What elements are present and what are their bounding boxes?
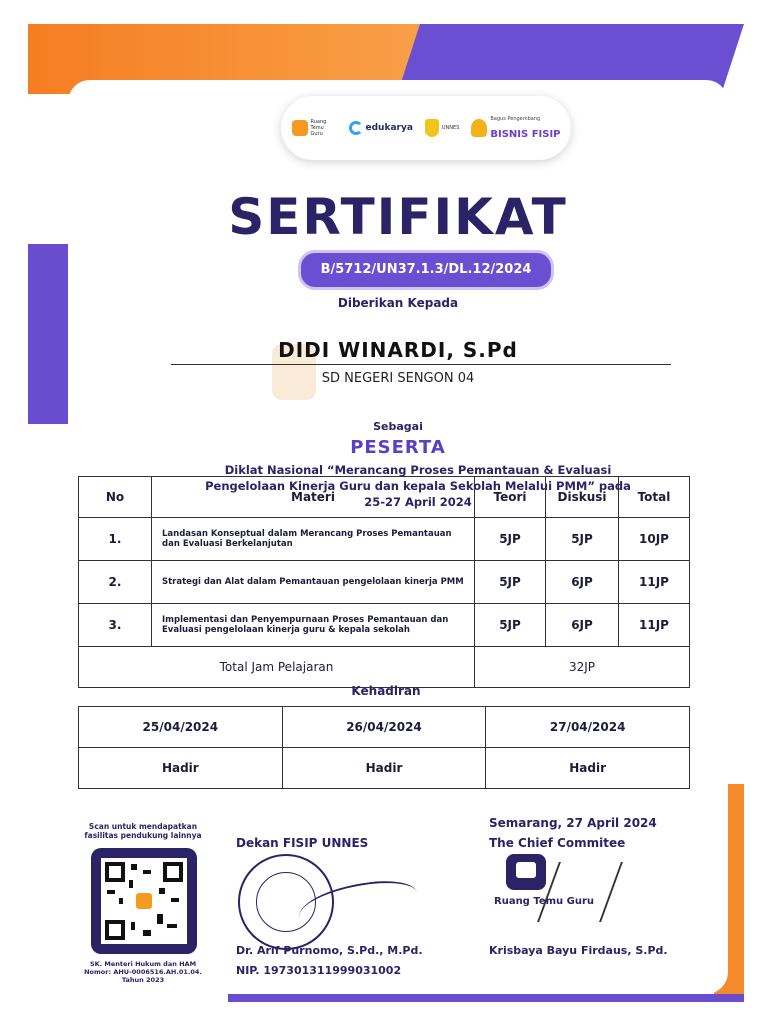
as-label: Sebagai (373, 420, 423, 433)
header-no: No (79, 477, 152, 518)
total-label: Total Jam Pelajaran (79, 647, 475, 688)
purple-band-bottom (228, 994, 744, 1002)
materi-table (78, 476, 690, 688)
attendance-date: 26/04/2024 (282, 707, 486, 748)
attendance-status: Hadir (486, 748, 690, 789)
row-diskusi: 6JP (546, 561, 619, 604)
header-total: Total (619, 477, 690, 518)
row-total: 10JP (619, 518, 690, 561)
certificate-title: SERTIFIKAT (228, 188, 568, 246)
table-row (79, 604, 690, 647)
qr-code[interactable] (91, 848, 197, 954)
dean-name: Dr. Arif Purnomo, S.Pd., M.Pd. (236, 944, 423, 957)
attendance-dates-row (79, 707, 690, 748)
table-header-row (79, 477, 690, 518)
unnes-logo: UNNES (425, 119, 459, 137)
unnes-emblem-icon (425, 119, 439, 137)
name-underline (171, 364, 671, 365)
row-total: 11JP (619, 604, 690, 647)
edukarya-logo: edukarya (349, 121, 413, 135)
header-diskusi: Diskusi (546, 477, 619, 518)
row-no: 2. (79, 561, 152, 604)
header-materi: Materi (152, 477, 475, 518)
certificate-number: B/5712/UN37.1.3/DL.12/2024 (298, 250, 554, 290)
dean-label: Dekan FISIP UNNES (236, 836, 369, 850)
bisnis-fisip-icon (471, 119, 487, 137)
table-total-row (79, 647, 690, 688)
row-total: 11JP (619, 561, 690, 604)
description-line: Pengelolaan Kinerja Guru dan kepala Sekolah Melalui PMM” pada (205, 479, 631, 493)
recipient-school: SD NEGERI SENGON 04 (321, 371, 475, 386)
place-date: Semarang, 27 April 2024 (489, 816, 657, 830)
description-line: 25-27 April 2024 (364, 495, 472, 509)
bisnis-fisip-logo: Bagus Pengembang BISNIS FISIP (471, 116, 560, 141)
chief-name: Krisbaya Bayu Firdaus, S.Pd. (489, 944, 668, 957)
total-value: 32JP (475, 647, 690, 688)
row-teori: 5JP (475, 561, 546, 604)
attendance-status-row (79, 748, 690, 789)
row-no: 1. (79, 518, 152, 561)
recipient-name: DIDI WINARDI, S.Pd (278, 338, 518, 362)
row-diskusi: 6JP (546, 604, 619, 647)
attendance-table (78, 706, 690, 789)
attendance-status: Hadir (79, 748, 283, 789)
qr-pattern-icon (101, 858, 187, 944)
row-teori: 5JP (475, 518, 546, 561)
description-line: Diklat Nasional “Merancang Proses Pemantauan & Evaluasi (224, 463, 612, 477)
purple-band-left (28, 244, 68, 424)
edukarya-icon (349, 121, 363, 135)
row-teori: 5JP (475, 604, 546, 647)
row-no: 3. (79, 604, 152, 647)
table-row (79, 518, 690, 561)
ruang-temu-guru-icon (292, 120, 308, 136)
attendance-date: 25/04/2024 (79, 707, 283, 748)
row-materi: Strategi dan Alat dalam Pemantauan pengelolaan kinerja PMM (152, 561, 475, 604)
attendance-status: Hadir (282, 748, 486, 789)
row-diskusi: 5JP (546, 518, 619, 561)
row-materi: Landasan Konseptual dalam Merancang Proses Pemantauan dan Evaluasi Berkelanjutan (152, 518, 475, 561)
sk-note: SK. Menteri Hukum dan HAM Nomor: AHU-0006516.AH.01.04. Tahun 2023 (84, 960, 202, 984)
ruang-temu-guru-logo: Ruang Temu Guru (292, 119, 337, 137)
ruang-temu-guru-stamp-icon (506, 854, 554, 896)
attendance-date: 27/04/2024 (486, 707, 690, 748)
ruang-temu-guru-icon (136, 893, 152, 909)
qr-caption: Scan untuk mendapatkan fasilitas pendukung lainnya (84, 822, 202, 840)
chief-label: The Chief Commitee (489, 836, 626, 850)
attendance-title: Kehadiran (351, 684, 421, 698)
dean-nip: NIP. 197301311999031002 (236, 964, 402, 977)
recipient-role: PESERTA (350, 437, 446, 458)
logo-bar (281, 96, 571, 160)
given-to-label: Diberikan Kepada (337, 296, 459, 310)
stamp-text: Ruang Temu Guru (494, 896, 594, 907)
header-teori: Teori (475, 477, 546, 518)
certificate-frame (28, 24, 744, 1002)
table-row (79, 561, 690, 604)
row-materi: Implementasi dan Penyempurnaan Proses Pemantauan dan Evaluasi pengelolaan kinerja guru & kepala sekolah (152, 604, 475, 647)
